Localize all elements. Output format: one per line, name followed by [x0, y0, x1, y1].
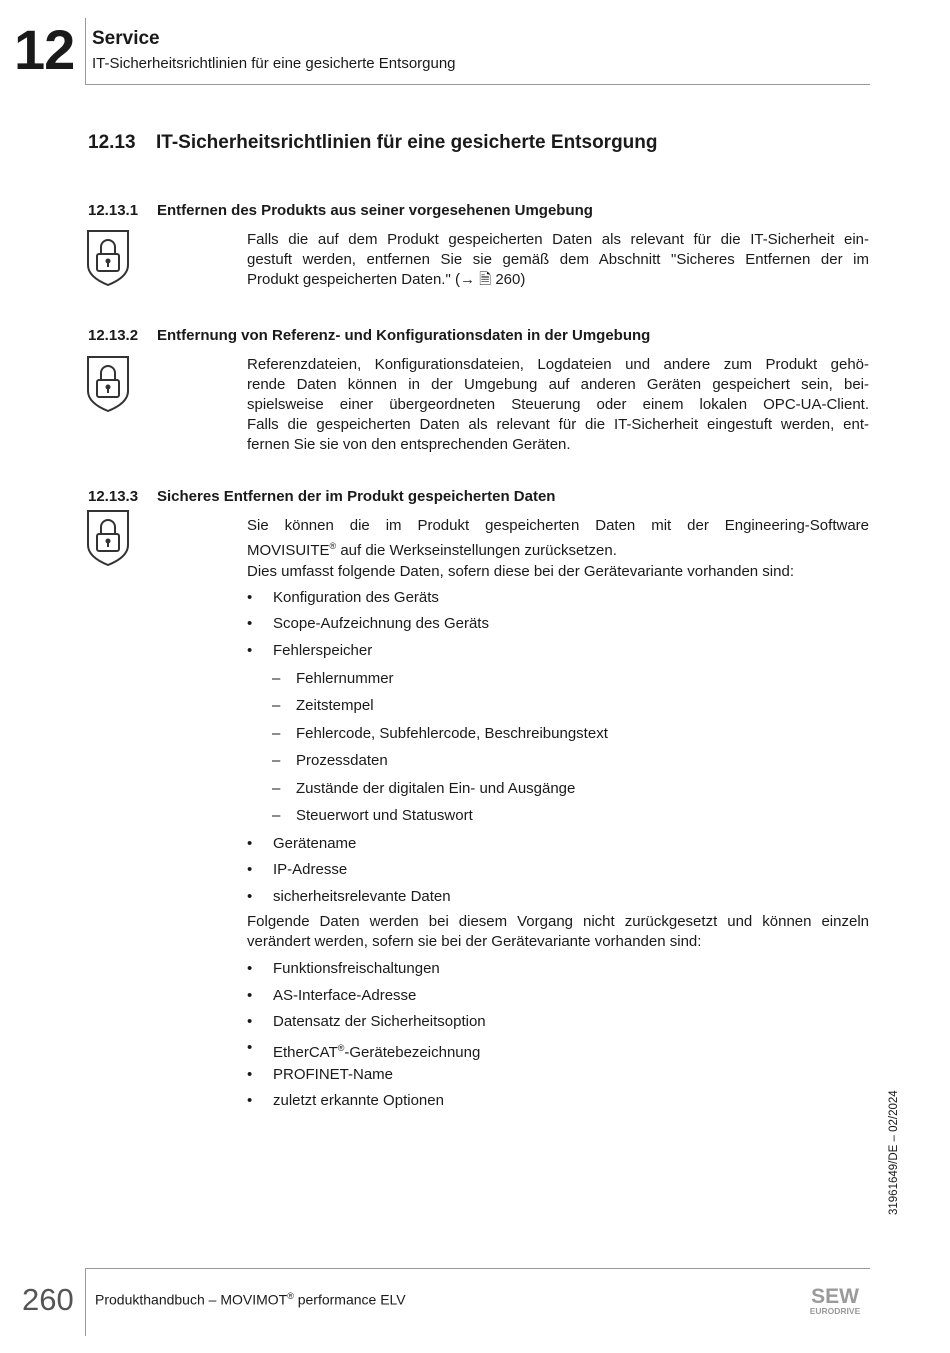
logo-text-sew: SEW — [811, 1285, 859, 1308]
section-number: 12.13 — [88, 132, 136, 153]
subsection-number: 12.13.2 — [88, 327, 139, 344]
text-fragment: EtherCAT — [273, 1044, 338, 1061]
subsection-number: 12.13.1 — [88, 202, 139, 219]
bullet: • — [247, 1039, 253, 1056]
list-item-text: zuletzt erkannte Optionen — [273, 1092, 444, 1109]
list-item-text: PROFINET-Name — [273, 1066, 394, 1083]
subsection-title: Sicheres Entfernen der im Produkt gespeicherten Daten — [157, 488, 556, 505]
subsection-heading-2 — [88, 327, 650, 344]
subsection-heading-3 — [88, 488, 555, 505]
bullet: • — [247, 835, 253, 852]
header-title: Service — [92, 28, 160, 49]
subsection-heading-1 — [88, 202, 593, 219]
text-line: gestuft werden, entfernen Sie sie gemäß dem Abschnitt "Sicheres Entfernen der im — [247, 251, 869, 268]
dash: – — [272, 807, 281, 824]
dash: – — [272, 752, 281, 769]
list-item-text: AS-Interface-Adresse — [273, 987, 417, 1004]
text-line: Sie können die im Produkt gespeicherten Daten mit der Engineering-Software — [247, 517, 869, 534]
security-shield-lock-icon — [86, 229, 130, 287]
text-line: Folgende Daten werden bei diesem Vorgang nicht zurückgesetzt und können einzeln — [247, 913, 869, 930]
product-name: MOVISUITE — [247, 542, 330, 559]
sub-list-item-text: Zeitstempel — [296, 697, 374, 714]
section-heading — [88, 132, 658, 154]
dash: – — [272, 670, 281, 687]
text-line: fernen Sie sie von den entsprechenden Geräten. — [247, 436, 571, 453]
sub-list-item-text: Fehlernummer — [296, 670, 394, 687]
sub-list-item-text: Fehlercode, Subfehlercode, Beschreibungstext — [296, 725, 608, 742]
paragraph-removal — [247, 230, 869, 290]
list-item-text: Fehlerspeicher — [273, 642, 373, 659]
text-line — [247, 536, 869, 561]
dash: – — [272, 697, 281, 714]
registered-mark: ® — [329, 541, 337, 551]
bullet: • — [247, 888, 253, 905]
bullet: • — [247, 1066, 253, 1083]
subsection-number: 12.13.3 — [88, 488, 139, 505]
text-fragment: Produkthandbuch – MOVIMOT — [95, 1291, 288, 1308]
registered-mark: ® — [337, 1043, 345, 1053]
bullet: • — [247, 960, 253, 977]
chapter-number: 12 — [14, 18, 75, 81]
document-id: 31961649/DE – 02/2024 — [888, 1090, 900, 1215]
header-divider-horizontal — [85, 84, 870, 85]
list-intro — [247, 562, 869, 582]
page-number: 260 — [22, 1282, 74, 1317]
sub-list-item-text: Steuerwort und Statuswort — [296, 807, 473, 824]
text-fragment: -Gerätebezeichnung — [344, 1044, 481, 1061]
bullet: • — [247, 1092, 253, 1109]
subsection-title: Entfernen des Produkts aus seiner vorgesehenen Umgebung — [157, 202, 593, 219]
header-subtitle: IT-Sicherheitsrichtlinien für eine gesicherte Entsorgung — [92, 55, 456, 72]
list-item-text — [273, 1038, 480, 1063]
security-shield-lock-icon — [86, 355, 130, 413]
text-line: Falls die gespeicherten Daten als relevant für die IT-Sicherheit eingestuft werden, ent- — [247, 416, 869, 433]
text-fragment: auf die Werkseinstellungen zurücksetzen. — [336, 542, 617, 559]
subsection-title: Entfernung von Referenz- und Konfigurationsdaten in der Umgebung — [157, 327, 651, 344]
list-item-text: IP-Adresse — [273, 861, 348, 878]
text-fragment: performance ELV — [293, 1291, 406, 1308]
header-divider-vertical — [85, 18, 86, 84]
bullet: • — [247, 861, 253, 878]
footer-divider-vertical — [85, 1268, 86, 1336]
logo-text-eurodrive: EURODRIVE — [809, 1306, 861, 1316]
footer-text — [95, 1291, 406, 1308]
sub-list-item-text: Zustände der digitalen Ein- und Ausgänge — [296, 780, 576, 797]
paragraph-reference-data — [247, 355, 869, 455]
list-item-text: Datensatz der Sicherheitsoption — [273, 1013, 486, 1030]
list-item-text: Funktionsfreischaltungen — [273, 960, 440, 977]
text-line: verändert werden, sofern sie bei der Gerätevariante vorhanden sind: — [247, 933, 702, 950]
bullet: • — [247, 615, 253, 632]
text-line: Falls die auf dem Produkt gespeicherten Daten als relevant für die IT-Sicherheit ein- — [247, 231, 869, 248]
section-title: IT-Sicherheitsrichtlinien für eine gesicherte Entsorgung — [156, 132, 658, 153]
sub-list-item-text: Prozessdaten — [296, 752, 388, 769]
bullet: • — [247, 987, 253, 1004]
bullet: • — [247, 642, 253, 659]
cross-reference-line: Produkt gespeicherten Daten." (→ 🗎 260) — [247, 271, 526, 288]
text-line: Dies umfasst folgende Daten, sofern diese bei der Gerätevariante vorhanden sind: — [247, 563, 794, 580]
list-item-text: Konfiguration des Geräts — [273, 589, 439, 606]
bullet: • — [247, 1013, 253, 1030]
paragraph-intro — [247, 516, 869, 561]
dash: – — [272, 725, 281, 742]
list-item-text: Scope-Aufzeichnung des Geräts — [273, 615, 489, 632]
text-line: rende Daten können in der Umgebung auf anderen Geräten gespeichert sein, bei- — [247, 376, 869, 393]
text-line: spielsweise einer übergeordneten Steuerung oder einem lokalen OPC-UA-Client. — [247, 396, 869, 413]
security-shield-lock-icon — [86, 509, 130, 567]
bullet: • — [247, 589, 253, 606]
list-item-text: Gerätename — [273, 835, 357, 852]
text-line: Referenzdateien, Konfigurationsdateien, Logdateien und andere zum Produkt gehö- — [247, 356, 869, 373]
footer-divider-horizontal — [85, 1268, 870, 1269]
sew-eurodrive-logo — [800, 1284, 870, 1316]
list-item-text: sicherheitsrelevante Daten — [273, 888, 451, 905]
registered-mark: ® — [287, 1291, 294, 1301]
dash: – — [272, 780, 281, 797]
paragraph-not-reset — [247, 912, 869, 952]
